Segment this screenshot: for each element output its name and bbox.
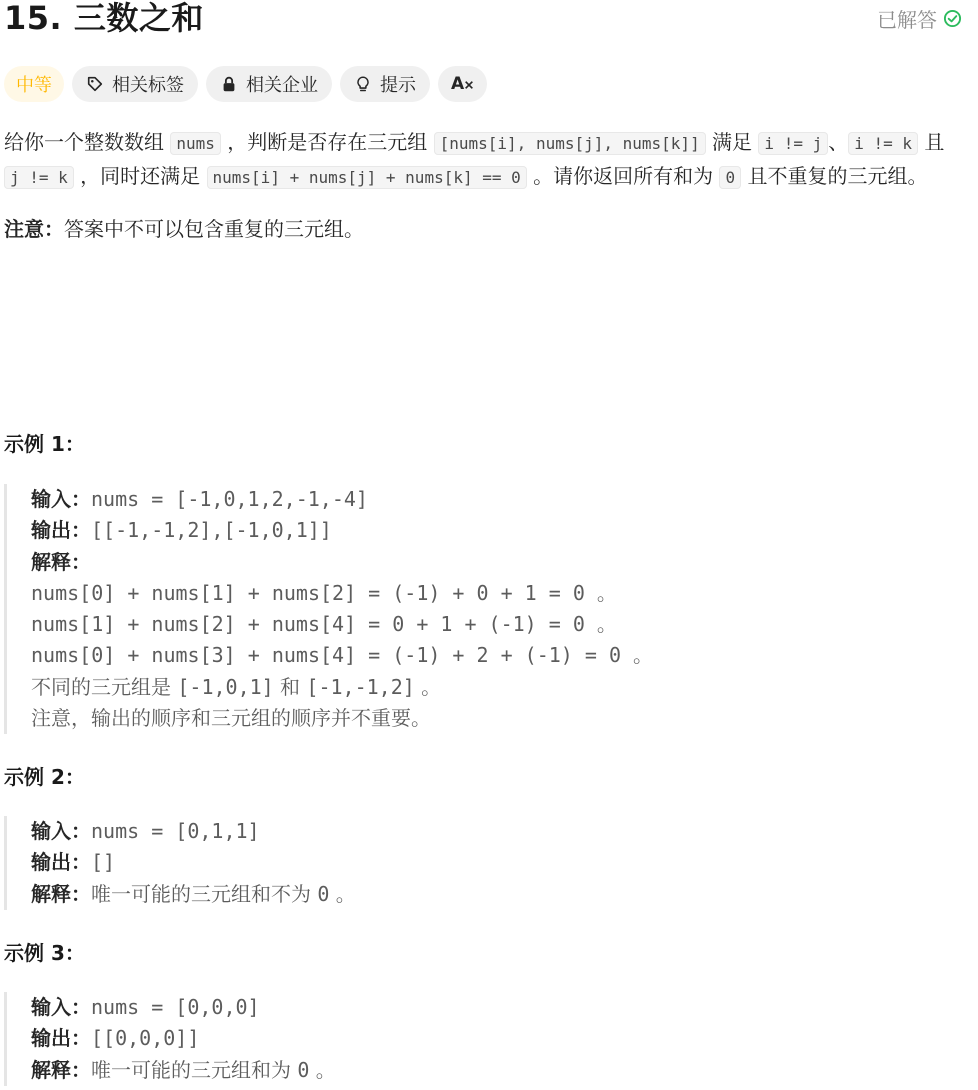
example-1-title: 示例 1： [4, 432, 85, 456]
code-sum-condition: nums[i] + nums[j] + nums[k] == 0 [207, 166, 527, 189]
code-nums: nums [170, 132, 221, 155]
lock-icon [220, 75, 238, 93]
example-2-title: 示例 2： [4, 765, 85, 789]
example-3-block: 输入：nums = [0,0,0] 输出：[[0,0,0]] 解释：唯一可能的三元组和为 0 。 [4, 992, 336, 1086]
problem-description [4, 126, 966, 246]
difficulty-label: 中等 [16, 75, 52, 96]
difficulty-badge [4, 66, 64, 102]
code-i-ne-j: i != j [758, 132, 828, 155]
code-i-ne-k: i != k [848, 132, 918, 155]
solved-label: 已解答 [877, 8, 937, 32]
translate-button[interactable] [438, 66, 487, 102]
title-row [2, 0, 978, 40]
translate-icon: A [451, 74, 474, 94]
example-1-note: 注意，输出的顺序和三元组的顺序并不重要。 [31, 706, 431, 731]
related-companies-button[interactable] [206, 66, 332, 102]
related-companies-label: 相关企业 [246, 75, 318, 96]
example-1-explain-line: nums[0] + nums[1] + nums[2] = (-1) + 0 + 1 = 0 。 [31, 580, 617, 605]
example-1-explain-line: nums[0] + nums[3] + nums[4] = (-1) + 2 + (-1) = 0 。 [31, 643, 654, 668]
hint-label: 提示 [380, 75, 416, 96]
lightbulb-icon [354, 75, 372, 93]
related-tags-button[interactable] [72, 66, 198, 102]
tag-bar [4, 66, 487, 102]
code-triplet: [nums[i], nums[j], nums[k]] [434, 132, 706, 155]
solved-status [877, 4, 962, 33]
example-2-input: nums = [0,1,1] [91, 819, 260, 843]
code-zero: 0 [719, 166, 741, 189]
example-2-block: 输入：nums = [0,1,1] 输出：[] 解释：唯一可能的三元组和不为 0 。 [4, 816, 356, 910]
hint-button[interactable] [340, 66, 430, 102]
example-3-input: nums = [0,0,0] [91, 995, 260, 1019]
problem-title[interactable]: 15. 三数之和 [4, 0, 204, 37]
example-3-output: [[0,0,0]] [91, 1026, 200, 1051]
related-tags-label: 相关标签 [112, 75, 184, 96]
example-3-title: 示例 3： [4, 941, 85, 965]
example-2-output: [] [91, 850, 116, 875]
tag-icon [86, 75, 104, 93]
description-paragraph: 给你一个整数数组 nums ，判断是否存在三元组 [nums[i], nums[j], nums[k]] 满足 i != j 、 i != k 且 j != k ，同时还满足 nums[i] + nums[j] + nums[k] == 0 。请你返回所有和为 0 且不重复的三元组。 [4, 130, 945, 188]
example-1-explain-line: nums[1] + nums[2] + nums[4] = 0 + 1 + (-1) = 0 。 [31, 612, 617, 637]
code-j-ne-k: j != k [4, 166, 74, 189]
check-circle-icon [943, 9, 962, 28]
example-1-block: 输入：nums = [-1,0,1,2,-1,-4] 输出：[[-1,-1,2],[-1,0,1]] 解释： nums[0] + nums[1] + nums[2] = (-1) + 0 + 1 = 0 。 nums[1] + nums[2] + nums[4] = 0 + 1 + (-1) = 0 。 nums[0] + nums[3] + nums[4] = (-1) + 2 + (-1) = 0 。 不同的三元组是 [-1,0,1] 和 [-1,-1,2] 。 注意，输出的顺序和三元组的顺序并不重要。 [4, 484, 653, 734]
example-1-input: nums = [-1,0,1,2,-1,-4] [91, 487, 368, 511]
note-paragraph: 注意：答案中不可以包含重复的三元组。 [4, 217, 364, 241]
note-label: 注意： [4, 217, 64, 241]
example-1-output: [[-1,-1,2],[-1,0,1]] [91, 518, 332, 543]
